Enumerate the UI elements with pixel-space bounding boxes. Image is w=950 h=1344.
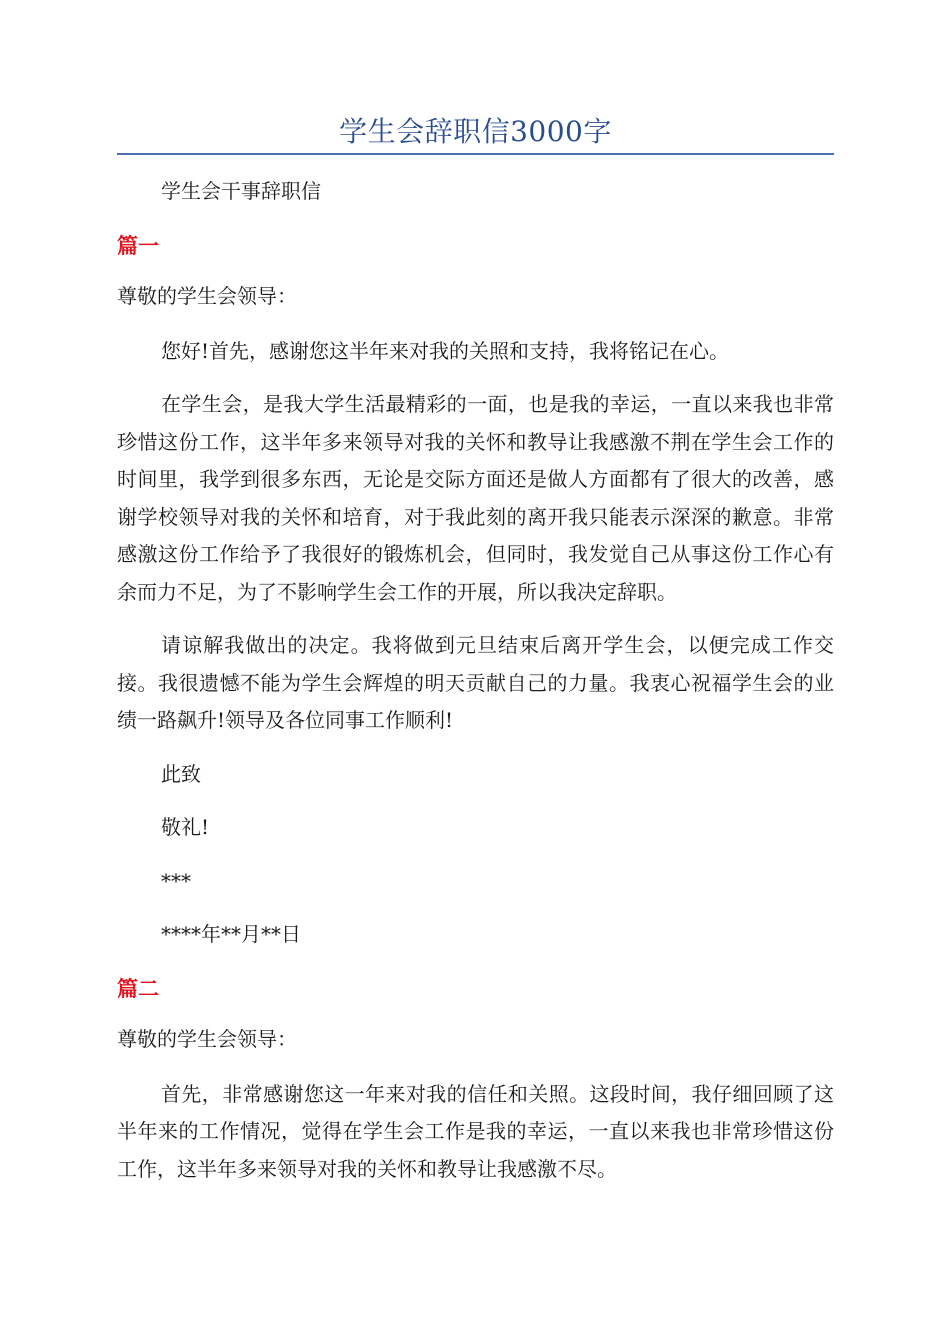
paragraph: 请谅解我做出的决定。我将做到元旦结束后离开学生会，以便完成工作交接。我很遗憾不能为学生会辉煌的明天贡献自己的力量。我衷心祝福学生会的业绩一路飙升!领导及各位同事工作顺利! [117, 633, 834, 732]
paragraph: 在学生会，是我大学生活最精彩的一面，也是我的幸运，一直以来我也非常珍惜这份工作，这半年多来领导对我的关怀和教导让我感激不荆在学生会工作的时间里，我学到很多东西，无论是交际方面还是做人方面都有了很大的改善，感谢学校领导对我的关怀和培育，对于我此刻的离开我只能表示深深的歉意。非常感激这份工作给予了我很好的锻炼机会，但同时，我发觉自己从事这份工作心有余而力不足，为了不影响学生会工作的开展，所以我决定辞职。 [117, 392, 834, 604]
salutation-2: 尊敬的学生会领导： [117, 1027, 297, 1051]
document-title: 学生会辞职信3000字 [339, 115, 612, 148]
section-heading-1: 篇一 [117, 232, 159, 258]
paragraph: 您好!首先，感谢您这半年来对我的关照和支持，我将铭记在心。 [161, 338, 730, 363]
title-underline [117, 153, 834, 155]
signature-name: *** [161, 868, 191, 893]
document-body [117, 173, 834, 1204]
document-subtitle: 学生会干事辞职信 [161, 179, 321, 203]
salutation-1: 尊敬的学生会领导： [117, 284, 297, 308]
paragraph: 首先，非常感谢您这一年来对我的信任和关照。这段时间，我仔细回顾了这半年来的工作情况，觉得在学生会工作是我的幸运，一直以来我也非常珍惜这份工作，这半年多来领导对我的关怀和教导让我感激不尽。 [117, 1081, 834, 1181]
section-heading-2: 篇二 [117, 975, 159, 1001]
closing-line: 此致 [161, 761, 201, 786]
signature-date: ****年**月**日 [161, 922, 301, 946]
closing-line: 敬礼! [161, 815, 210, 839]
